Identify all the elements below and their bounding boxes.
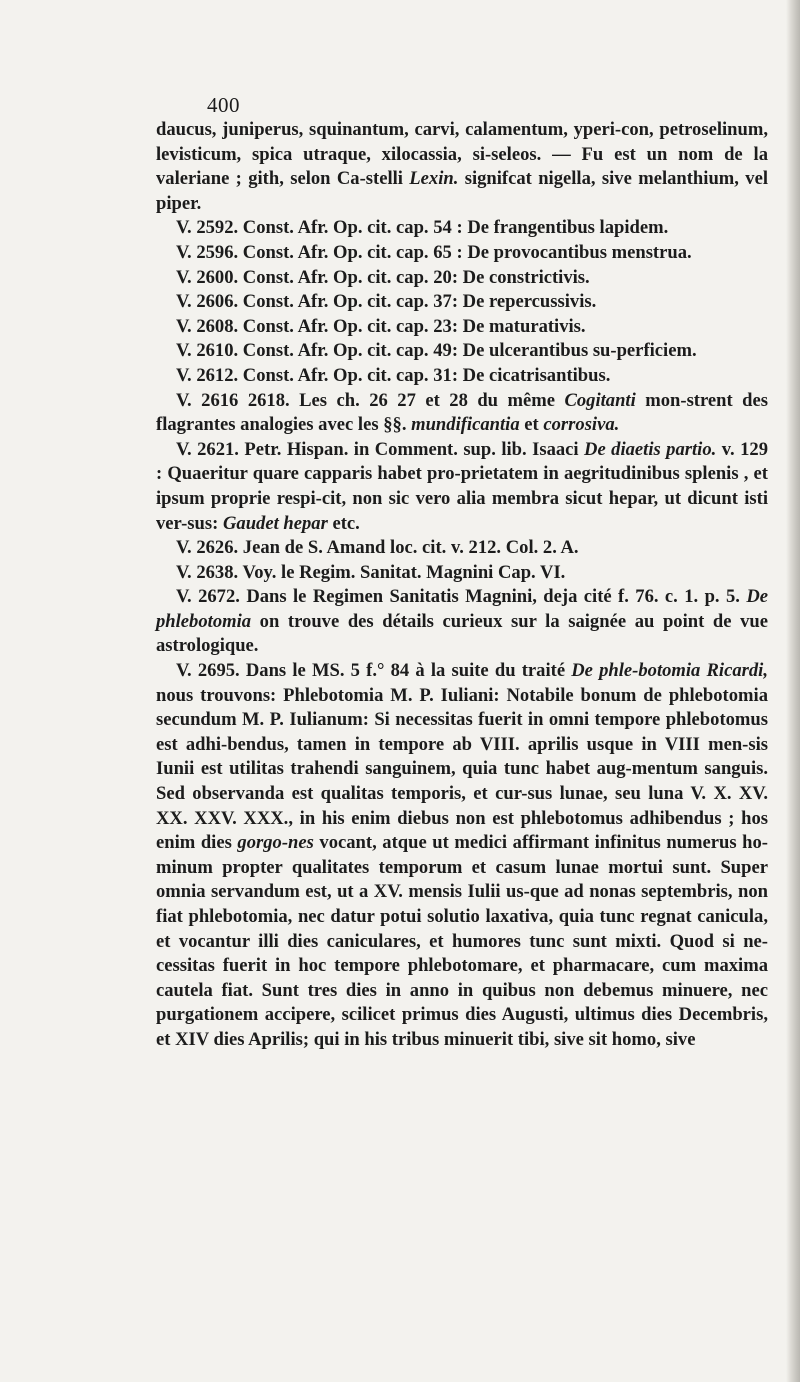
paragraph — [156, 290, 768, 315]
paragraph — [156, 585, 768, 659]
text-span: et — [519, 414, 544, 436]
paragraph — [156, 315, 768, 340]
italic-text: gorgo-nes — [237, 832, 314, 854]
text-span: V. 2621. Petr. Hispan. in Comment. sup. lib. Isaaci — [176, 438, 585, 460]
paragraph — [156, 389, 768, 438]
text-span: V. 2626. Jean de S. Amand loc. cit. v. 212. Col. 2. A. — [176, 537, 579, 559]
italic-text: Lexin. — [409, 168, 459, 190]
text-span: V. 2600. Const. Afr. Op. cit. cap. 20: De constrictivis. — [176, 266, 590, 288]
text-span: V. 2695. Dans le MS. 5 f.° 84 à la suite du traité — [176, 660, 572, 682]
paragraph — [156, 438, 768, 536]
italic-text: De diaetis partio. — [584, 438, 717, 460]
paragraph — [156, 339, 768, 364]
paragraph — [156, 659, 768, 1053]
text-span: V. 2610. Const. Afr. Op. cit. cap. 49: De ulcerantibus su-perficiem. — [176, 340, 697, 362]
paragraph — [156, 241, 768, 266]
text-span: V. 2606. Const. Afr. Op. cit. cap. 37: De repercussivis. — [176, 291, 597, 313]
text-span: on trouve des détails curieux sur la saignée au point de vue astrologique. — [156, 610, 768, 657]
text-span: V. 2596. Const. Afr. Op. cit. cap. 65 : De provocantibus menstrua. — [176, 241, 692, 263]
italic-text: De phlebotomia — [156, 586, 768, 632]
text-span: signifcat nigella, sive melanthium, vel piper. — [156, 168, 768, 214]
text-span: daucus, juniperus, squinantum, carvi, calamentum, yperi-con, petroselinum, levisticum, spica utraque, xilocassia, si-seleos. — Fu est un nom de la valeriane ; gith, selon Ca-stelli — [156, 119, 768, 190]
text-span: v. 129 : Quaeritur quare capparis habet pro-prietatem in aegritudinibus splenis , et ipsum proprie respi-cit, non sic vero alia membra sicut hepar, ut dicunt isti ver-sus: — [156, 438, 768, 534]
text-span: V. 2638. Voy. le Regim. Sanitat. Magnini Cap. VI. — [176, 561, 566, 583]
italic-text: De phle-botomia Ricardi, — [571, 660, 768, 682]
italic-text: Cogitanti — [564, 389, 636, 411]
text-span: nous trouvons: Phlebotomia M. P. Iuliani: Notabile bonum de phlebotomia secundum M. P. Iulianum: Si necessitas fuerit in omni tempore phlebotomus est adhi-bendus, tamen in tempore ab VIII. aprilis usque in VIII men-sis Iunii est utilitas trahendi sanguinem, quia tunc habet aug-mentum sanguis. Sed observanda est qualitas temporis, et cur-sus lunae, seu luna V. X. XV. XX. XXV. XXX., in his enim diebus non est phlebotomus adhibendus ; hos enim dies — [156, 684, 768, 854]
paragraph — [156, 561, 768, 586]
text-span: vocant, atque ut medici affirmant infinitus numerus ho-minum propter qualitates temporum et casum lunae mortui sunt. Super omnia servandum est, ut a XV. mensis Iulii us-que ad nonas septembris, non fiat phlebotomia, nec datur potui solutio laxativa, quia tunc regnat canicula, et vocantur illi dies caniculares, et humores tunc sunt mixti. Quod si ne-cessitas fuerit in hoc tempore phlebotomare, et pharmacare, cum maxima cautela fiat. Sunt tres dies in anno in quibus non debemus minuere, nec purgationem accipere, scilicet primus dies Augusti, ultimus dies Decembris, et XIV dies Aprilis; qui in his tribus minuerit tibi, sive sit homo, sive — [156, 832, 768, 1050]
text-span: V. 2612. Const. Afr. Op. cit. cap. 31: De cicatrisantibus. — [176, 364, 611, 386]
text-span: V. 2672. Dans le Regimen Sanitatis Magnini, deja cité f. 76. c. 1. p. 5. — [176, 586, 747, 608]
paragraph — [156, 266, 768, 291]
text-span: V. 2608. Const. Afr. Op. cit. cap. 23: De maturativis. — [176, 315, 586, 337]
text-span: V. 2616 2618. Les ch. 26 27 et 28 du même — [176, 389, 565, 411]
paragraph — [156, 118, 768, 216]
italic-text: corrosiva. — [543, 414, 620, 436]
italic-text: Gaudet hepar — [222, 512, 328, 534]
paragraph — [156, 536, 768, 561]
italic-text: mundificantia — [411, 414, 520, 436]
text-span: etc. — [327, 512, 360, 534]
text-span: mon-strent des flagrantes analogies avec les §§. — [156, 389, 769, 436]
page-number: 400 — [207, 93, 240, 117]
paragraph — [156, 364, 768, 389]
text-span: V. 2592. Const. Afr. Op. cit. cap. 54 : De frangentibus lapidem. — [176, 217, 669, 239]
paragraph — [156, 216, 768, 241]
body-text — [156, 118, 768, 1053]
